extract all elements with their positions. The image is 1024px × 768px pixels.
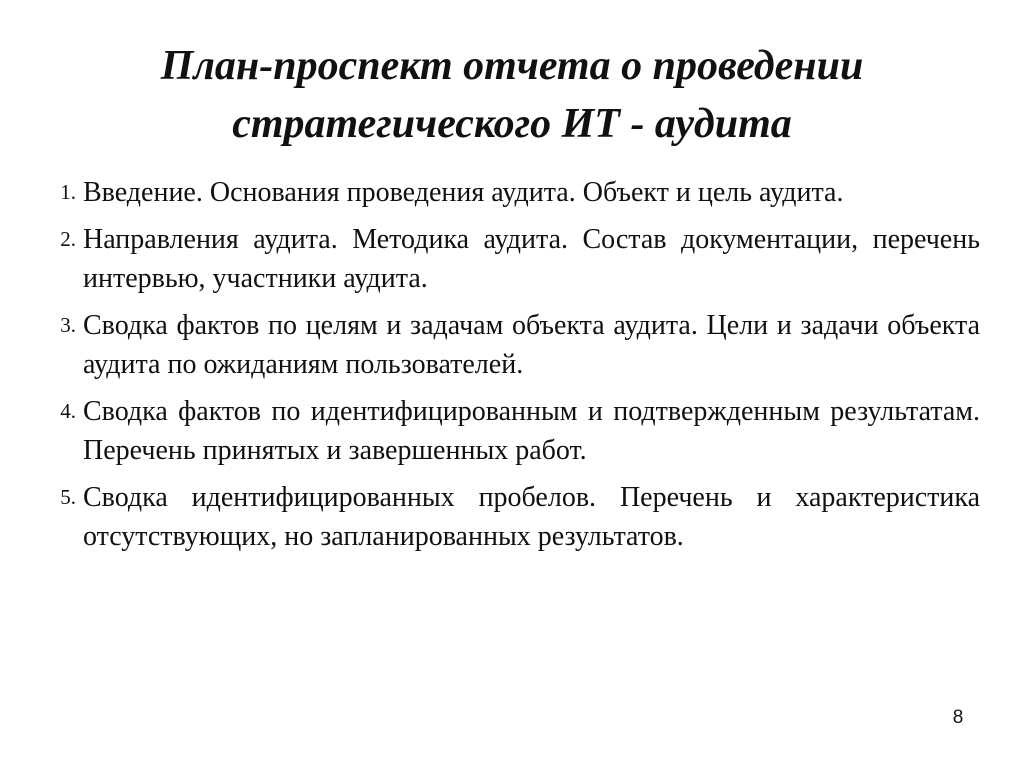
list-item — [0, 478, 1024, 556]
item-text: Сводка идентифицированных пробелов. Перечень и характеристика отсутствующих, но запланированных результатов. — [83, 482, 980, 552]
list-item — [0, 306, 1024, 384]
list-item — [0, 173, 1024, 212]
item-text: Введение. Основания проведения аудита. Объект и цель аудита. — [83, 177, 844, 208]
item-number: 2. — [60, 227, 76, 251]
list-item — [0, 392, 1024, 470]
item-number: 4. — [60, 399, 76, 423]
item-text: Сводка фактов по целям и задачам объекта аудита. Цели и задачи объекта аудита по ожиданиям пользователей. — [83, 310, 980, 380]
item-number: 5. — [60, 485, 76, 509]
title-line-1: План-проспект отчета о проведении — [160, 43, 864, 89]
item-number: 3. — [60, 313, 76, 337]
report-outline-list — [0, 173, 1024, 564]
item-number: 1. — [60, 180, 76, 204]
page-number: 8 — [952, 707, 964, 728]
title-line-2: стратегического ИТ - аудита — [232, 101, 792, 147]
item-text: Сводка фактов по идентифицированным и подтвержденным результатам. Перечень принятых и завершенных работ. — [83, 396, 980, 466]
list-item — [0, 220, 1024, 298]
item-text: Направления аудита. Методика аудита. Состав документации, перечень интервью, участники аудита. — [83, 224, 980, 294]
slide-title — [112, 37, 912, 153]
